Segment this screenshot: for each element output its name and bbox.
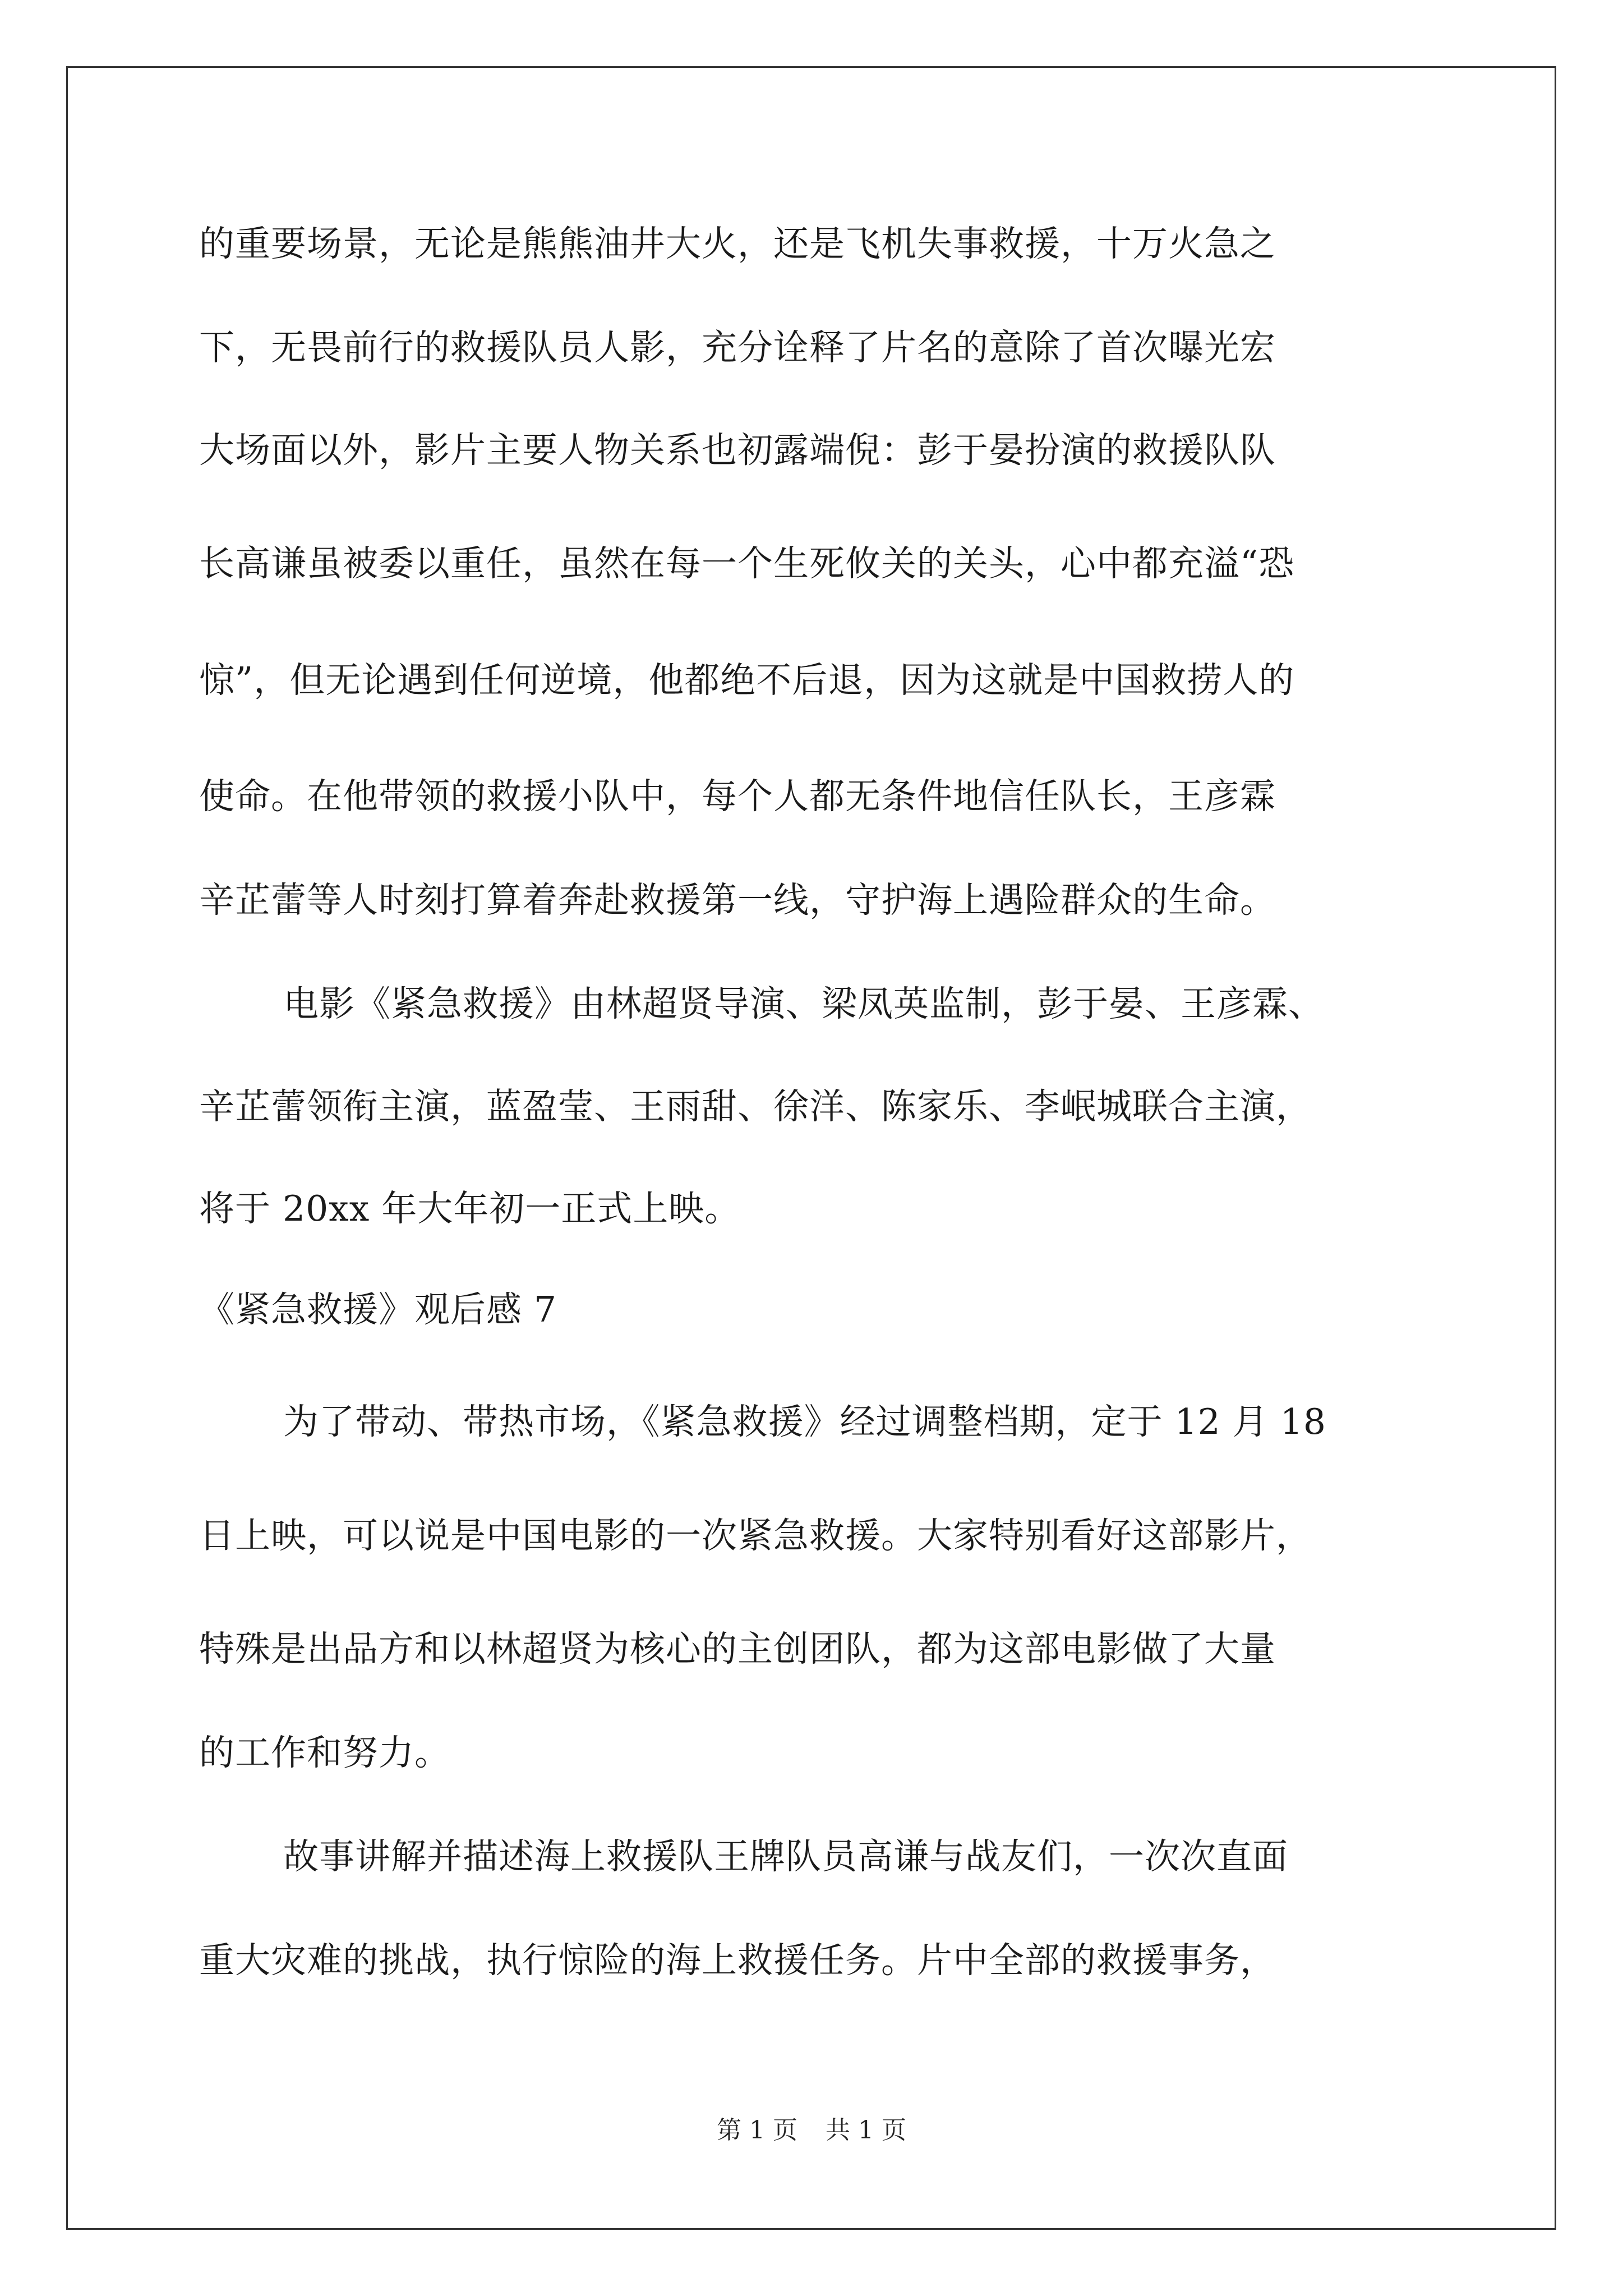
paragraph-line: 日上映，可以说是中国电影的一次紧急救援。大家特别看好这部影片， [199,1515,1312,1556]
page-border [66,66,1556,2230]
paragraph-line: 使命。在他带领的救援小队中，每个人都无条件地信任队长，王彦霖 [199,776,1276,817]
page-total: 共 1 页 [826,2116,906,2145]
paragraph-line: 辛芷蕾领衔主演，蓝盈莹、王雨甜、徐洋、陈家乐、李岷城联合主演， [199,1086,1312,1127]
paragraph-line: 为了带动、带热市场，《紧急救援》经过调整档期，定于 12 月 18 [283,1401,1326,1442]
paragraph-line: 故事讲解并描述海上救援队王牌队员高谦与战友们，一次次直面 [283,1836,1288,1877]
paragraph-line: 将于 20xx 年大年初一正式上映。 [199,1188,741,1229]
paragraph-line: 下，无畏前行的救援队员人影，充分诠释了片名的意除了首次曝光宏 [199,327,1276,368]
paragraph-line: 的工作和努力。 [199,1732,450,1773]
paragraph-line: 大场面以外，影片主要人物关系也初露端倪：彭于晏扮演的救援队队 [199,430,1276,471]
paragraph-line: 电影《紧急救援》由林超贤导演、梁凤英监制，彭于晏、王彦霖、 [283,983,1324,1024]
page-footer [0,2114,1623,2147]
paragraph-line: 惊”，但无论遇到任何逆境，他都绝不后退，因为这就是中国救捞人的 [199,660,1295,701]
paragraph-line: 长高谦虽被委以重任，虽然在每一个生死攸关的关头，心中都充溢“恐 [199,543,1295,584]
paragraph-line: 特殊是出品方和以林超贤为核心的主创团队，都为这部电影做了大量 [199,1628,1276,1669]
page-number: 第 1 页 [717,2116,797,2145]
section-heading: 《紧急救援》观后感 7 [199,1289,557,1330]
paragraph-line: 辛芷蕾等人时刻打算着奔赴救援第一线，守护海上遇险群众的生命。 [199,880,1276,921]
paragraph-line: 的重要场景，无论是熊熊油井大火，还是飞机失事救援，十万火急之 [199,223,1276,264]
paragraph-line: 重大灾难的挑战，执行惊险的海上救援任务。片中全部的救援事务， [199,1940,1276,1981]
